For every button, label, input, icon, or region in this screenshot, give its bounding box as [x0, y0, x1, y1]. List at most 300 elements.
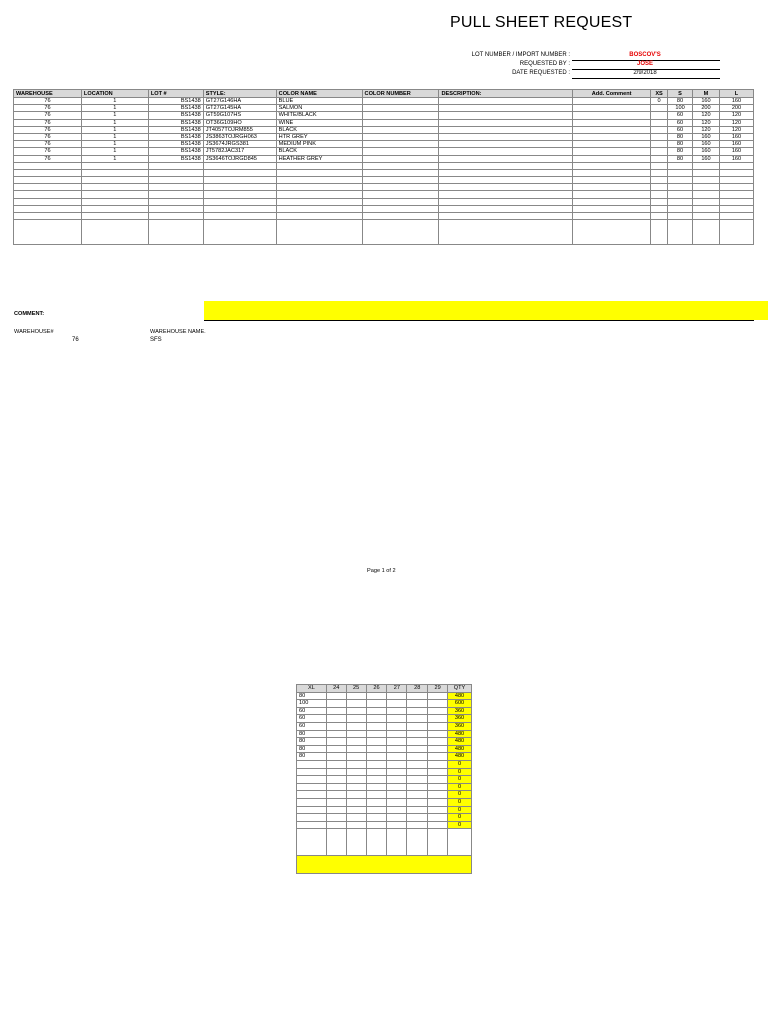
size-cell — [326, 692, 346, 700]
empty-row — [14, 191, 754, 198]
table-cell — [439, 133, 573, 140]
size-cell — [387, 806, 407, 814]
table-cell: 76 — [14, 98, 82, 105]
empty-row — [14, 198, 754, 205]
size-cell — [346, 806, 366, 814]
qty-cell: 0 — [448, 814, 472, 822]
table-cell: 0 — [651, 98, 668, 105]
table-cell: 160 — [719, 133, 753, 140]
table-cell: 160 — [693, 98, 720, 105]
qty-cell: 480 — [448, 692, 472, 700]
size-cell — [297, 776, 327, 784]
size-cell — [326, 715, 346, 723]
size-cell — [346, 730, 366, 738]
size-cell — [297, 760, 327, 768]
table-cell: 160 — [719, 98, 753, 105]
size-cell — [387, 722, 407, 730]
empty-row — [14, 169, 754, 176]
qty-cell: 360 — [448, 707, 472, 715]
size-cell — [346, 814, 366, 822]
table-cell — [573, 119, 651, 126]
size-cell — [346, 745, 366, 753]
table-cell: 80 — [668, 133, 693, 140]
size-cell — [346, 821, 366, 829]
table-cell — [573, 105, 651, 112]
size-cell — [407, 821, 428, 829]
column-header: M — [693, 90, 720, 98]
table-cell — [573, 141, 651, 148]
table-cell: 60 — [668, 119, 693, 126]
empty-row — [14, 184, 754, 191]
size-cell — [346, 707, 366, 715]
size-cell: 100 — [297, 700, 327, 708]
table-cell — [573, 98, 651, 105]
table-cell: WHITE/BLACK — [276, 112, 362, 119]
column-header: L — [719, 90, 753, 98]
size-cell — [428, 700, 448, 708]
table-cell: 76 — [14, 112, 82, 119]
table-cell: 1 — [81, 141, 148, 148]
qty-cell: 0 — [448, 783, 472, 791]
size-cell — [428, 798, 448, 806]
empty-row — [297, 829, 472, 856]
table-row — [14, 133, 754, 140]
table-cell: JS3646TOJRGD845 — [203, 155, 276, 162]
size-cell — [407, 806, 428, 814]
table-cell — [651, 148, 668, 155]
size-row — [297, 730, 472, 738]
table-cell: BS1438 — [148, 141, 203, 148]
table-cell: 80 — [668, 141, 693, 148]
table-cell: 160 — [719, 148, 753, 155]
size-cell — [428, 722, 448, 730]
size-cell — [326, 776, 346, 784]
size-table-header-row — [297, 685, 472, 693]
empty-row — [14, 162, 754, 169]
size-cell — [428, 760, 448, 768]
table-cell — [362, 133, 439, 140]
column-header: DESCRIPTION: — [439, 90, 573, 98]
size-cell: 80 — [297, 753, 327, 761]
comment-label: COMMENT: — [14, 311, 45, 317]
table-cell: WINE — [276, 119, 362, 126]
size-cell — [387, 798, 407, 806]
lot-number-label: LOT NUMBER / IMPORT NUMBER : — [471, 52, 570, 58]
size-cell — [428, 776, 448, 784]
table-cell: BLUE — [276, 98, 362, 105]
table-cell: 1 — [81, 155, 148, 162]
table-cell: 1 — [81, 112, 148, 119]
size-cell — [297, 783, 327, 791]
warehouse-name-label: WAREHOUSE NAME. — [150, 329, 206, 335]
table-cell: 1 — [81, 98, 148, 105]
table-cell: 120 — [693, 126, 720, 133]
requested-by-value: JOSE — [636, 61, 653, 67]
size-cell: 80 — [297, 745, 327, 753]
size-cell — [366, 776, 387, 784]
size-column-header: 26 — [366, 685, 387, 693]
table-cell — [439, 105, 573, 112]
table-cell: 160 — [693, 148, 720, 155]
size-cell — [366, 806, 387, 814]
table-cell: BLACK — [276, 126, 362, 133]
size-cell — [428, 821, 448, 829]
table-cell — [362, 126, 439, 133]
size-cell — [366, 798, 387, 806]
column-header: WAREHOUSE — [14, 90, 82, 98]
size-cell — [428, 806, 448, 814]
table-cell — [362, 105, 439, 112]
size-cell — [407, 814, 428, 822]
empty-row — [14, 220, 754, 245]
size-cell — [366, 700, 387, 708]
size-cell — [407, 745, 428, 753]
table-cell: 200 — [719, 105, 753, 112]
size-cell — [326, 707, 346, 715]
table-cell: 160 — [693, 133, 720, 140]
table-cell: BS1438 — [148, 105, 203, 112]
table-cell: 76 — [14, 133, 82, 140]
size-cell — [346, 692, 366, 700]
size-cell — [407, 700, 428, 708]
size-cell — [407, 722, 428, 730]
size-column-header: 27 — [387, 685, 407, 693]
table-cell — [651, 133, 668, 140]
table-row — [14, 141, 754, 148]
size-row — [297, 700, 472, 708]
table-cell: 80 — [668, 155, 693, 162]
size-row — [297, 791, 472, 799]
table-cell: 1 — [81, 105, 148, 112]
pull-sheet-table — [13, 89, 754, 245]
table-cell: 120 — [719, 119, 753, 126]
column-header: S — [668, 90, 693, 98]
table-cell — [651, 126, 668, 133]
table-cell: SALMON — [276, 105, 362, 112]
size-cell — [387, 791, 407, 799]
size-cell — [387, 700, 407, 708]
empty-row — [14, 213, 754, 220]
table-cell — [362, 98, 439, 105]
size-cell — [407, 776, 428, 784]
size-cell — [387, 776, 407, 784]
size-cell — [366, 753, 387, 761]
table-cell: 1 — [81, 133, 148, 140]
size-cell — [387, 707, 407, 715]
size-cell — [366, 768, 387, 776]
size-cell — [326, 745, 346, 753]
size-cell: 60 — [297, 715, 327, 723]
size-cell — [297, 806, 327, 814]
size-row — [297, 783, 472, 791]
size-cell — [346, 700, 366, 708]
size-cell: 80 — [297, 738, 327, 746]
size-row — [297, 798, 472, 806]
table-cell: 76 — [14, 155, 82, 162]
table-cell: 1 — [81, 148, 148, 155]
table-cell: 76 — [14, 105, 82, 112]
total-row — [297, 856, 472, 874]
size-cell — [326, 783, 346, 791]
qty-cell: 360 — [448, 722, 472, 730]
column-header: LOCATION — [81, 90, 148, 98]
table-cell — [439, 155, 573, 162]
size-column-header: 28 — [407, 685, 428, 693]
size-cell — [407, 707, 428, 715]
size-cell — [407, 715, 428, 723]
size-cell — [326, 814, 346, 822]
size-cell — [428, 738, 448, 746]
table-cell — [573, 133, 651, 140]
size-row — [297, 776, 472, 784]
table-cell: 80 — [668, 98, 693, 105]
page-indicator: Page 1 of 2 — [367, 568, 396, 574]
size-cell — [407, 798, 428, 806]
size-cell — [346, 768, 366, 776]
table-cell: BLACK — [276, 148, 362, 155]
size-cell — [326, 738, 346, 746]
size-cell — [326, 798, 346, 806]
table-cell: 1 — [81, 126, 148, 133]
size-cell — [346, 715, 366, 723]
table-cell: GT27G146HA — [203, 98, 276, 105]
qty-cell: 480 — [448, 753, 472, 761]
size-cell: 80 — [297, 692, 327, 700]
size-cell — [346, 738, 366, 746]
size-cell — [326, 768, 346, 776]
table-cell: 160 — [719, 141, 753, 148]
table-cell: BS1438 — [148, 133, 203, 140]
warehouse-name-value: SFS — [150, 337, 162, 343]
size-column-header: 29 — [428, 685, 448, 693]
size-row — [297, 760, 472, 768]
table-cell: 1 — [81, 119, 148, 126]
table-cell: HEATHER GREY — [276, 155, 362, 162]
table-cell: 160 — [693, 155, 720, 162]
page-title: PULL SHEET REQUEST — [450, 14, 633, 31]
table-cell — [362, 112, 439, 119]
table-row — [14, 126, 754, 133]
column-header: Add. Comment — [573, 90, 651, 98]
table-row — [14, 98, 754, 105]
size-column-header: QTY — [448, 685, 472, 693]
size-column-header: 24 — [326, 685, 346, 693]
table-cell: 80 — [668, 148, 693, 155]
size-cell: 60 — [297, 722, 327, 730]
size-row — [297, 753, 472, 761]
size-cell — [366, 745, 387, 753]
comment-field[interactable] — [204, 301, 768, 320]
size-row — [297, 821, 472, 829]
size-row — [297, 738, 472, 746]
table-row — [14, 148, 754, 155]
size-cell — [297, 798, 327, 806]
size-cell — [428, 753, 448, 761]
size-row — [297, 692, 472, 700]
size-cell — [428, 707, 448, 715]
qty-cell: 480 — [448, 738, 472, 746]
table-cell — [573, 112, 651, 119]
size-cell — [326, 722, 346, 730]
size-cell — [428, 730, 448, 738]
table-cell: 76 — [14, 126, 82, 133]
size-cell — [326, 760, 346, 768]
column-header: STYLE: — [203, 90, 276, 98]
size-row — [297, 814, 472, 822]
size-cell — [407, 768, 428, 776]
qty-cell: 0 — [448, 791, 472, 799]
size-cell — [407, 791, 428, 799]
table-cell — [362, 148, 439, 155]
size-cell — [407, 760, 428, 768]
size-cell — [326, 730, 346, 738]
size-cell — [366, 707, 387, 715]
date-requested-value: 2/9/2018 — [633, 70, 657, 76]
size-cell — [366, 791, 387, 799]
size-cell — [387, 745, 407, 753]
table-cell — [362, 119, 439, 126]
qty-cell: 0 — [448, 768, 472, 776]
table-cell — [573, 148, 651, 155]
empty-row — [14, 177, 754, 184]
table-cell: OT36G109HO — [203, 119, 276, 126]
size-cell — [346, 760, 366, 768]
size-cell — [326, 806, 346, 814]
table-cell: JS3674JRGS381 — [203, 141, 276, 148]
table-cell: JT5782JAC317 — [203, 148, 276, 155]
table-cell: JS3863TOJRGH063 — [203, 133, 276, 140]
table-cell: GT59G107HS — [203, 112, 276, 119]
qty-cell: 0 — [448, 776, 472, 784]
qty-cell: 480 — [448, 730, 472, 738]
requested-by-label: REQUESTED BY : — [519, 61, 570, 67]
size-cell — [366, 814, 387, 822]
qty-cell: 0 — [448, 798, 472, 806]
table-cell: 100 — [668, 105, 693, 112]
size-cell — [297, 821, 327, 829]
size-cell — [428, 692, 448, 700]
size-cell — [387, 814, 407, 822]
size-cell — [387, 692, 407, 700]
table-cell — [651, 155, 668, 162]
table-cell: 120 — [693, 119, 720, 126]
size-cell — [346, 798, 366, 806]
warehouse-number-label: WAREHOUSE# — [14, 329, 54, 335]
size-cell — [387, 821, 407, 829]
size-cell — [297, 768, 327, 776]
qty-cell: 480 — [448, 745, 472, 753]
size-cell — [326, 700, 346, 708]
size-cell — [428, 783, 448, 791]
table-cell: BS1438 — [148, 119, 203, 126]
size-row — [297, 722, 472, 730]
size-row — [297, 768, 472, 776]
table-cell — [362, 141, 439, 148]
table-cell — [439, 112, 573, 119]
size-cell — [428, 745, 448, 753]
size-row — [297, 715, 472, 723]
table-cell — [573, 126, 651, 133]
qty-cell: 0 — [448, 806, 472, 814]
size-cell — [346, 776, 366, 784]
size-row — [297, 806, 472, 814]
table-cell: 160 — [719, 155, 753, 162]
size-cell — [387, 760, 407, 768]
warehouse-number-value: 76 — [72, 337, 79, 343]
date-requested-label: DATE REQUESTED : — [512, 70, 570, 76]
size-cell — [387, 715, 407, 723]
size-cell — [366, 821, 387, 829]
size-row — [297, 707, 472, 715]
size-cell — [366, 783, 387, 791]
size-cell: 60 — [297, 707, 327, 715]
size-cell — [428, 791, 448, 799]
lot-number-value: BOSCOV'S — [629, 52, 661, 58]
table-cell: 200 — [693, 105, 720, 112]
table-cell: BS1438 — [148, 112, 203, 119]
empty-row — [14, 205, 754, 212]
table-cell: 76 — [14, 148, 82, 155]
table-cell: 76 — [14, 119, 82, 126]
size-column-header: 25 — [346, 685, 366, 693]
table-cell: 76 — [14, 141, 82, 148]
table-cell: 120 — [693, 112, 720, 119]
table-cell: 60 — [668, 112, 693, 119]
size-cell — [428, 814, 448, 822]
size-cell — [346, 783, 366, 791]
size-cell — [407, 692, 428, 700]
size-cell — [346, 722, 366, 730]
table-cell — [573, 155, 651, 162]
size-cell — [326, 791, 346, 799]
table-cell — [439, 141, 573, 148]
qty-cell: 0 — [448, 760, 472, 768]
size-cell — [387, 730, 407, 738]
table-cell: BS1438 — [148, 148, 203, 155]
size-cell — [297, 791, 327, 799]
table-cell: MEDIUM PINK — [276, 141, 362, 148]
table-cell — [651, 119, 668, 126]
table-cell — [362, 155, 439, 162]
column-header: LOT # — [148, 90, 203, 98]
table-row — [14, 105, 754, 112]
table-row — [14, 119, 754, 126]
table-cell — [651, 141, 668, 148]
table-cell — [439, 98, 573, 105]
table-cell: JT4057TOJRM855 — [203, 126, 276, 133]
size-cell — [366, 692, 387, 700]
size-cell — [326, 821, 346, 829]
size-cell — [346, 753, 366, 761]
table-cell — [439, 126, 573, 133]
size-cell: 80 — [297, 730, 327, 738]
table-row — [14, 112, 754, 119]
size-cell — [428, 715, 448, 723]
column-header: COLOR NAME — [276, 90, 362, 98]
table-cell — [651, 112, 668, 119]
table-cell: 120 — [719, 126, 753, 133]
size-cell — [407, 753, 428, 761]
size-cell — [366, 760, 387, 768]
table-cell: BS1438 — [148, 98, 203, 105]
size-row — [297, 745, 472, 753]
table-header-row — [14, 90, 754, 98]
size-cell — [366, 730, 387, 738]
qty-cell: 360 — [448, 715, 472, 723]
size-cell — [366, 738, 387, 746]
size-cell — [366, 715, 387, 723]
table-cell: BS1438 — [148, 126, 203, 133]
